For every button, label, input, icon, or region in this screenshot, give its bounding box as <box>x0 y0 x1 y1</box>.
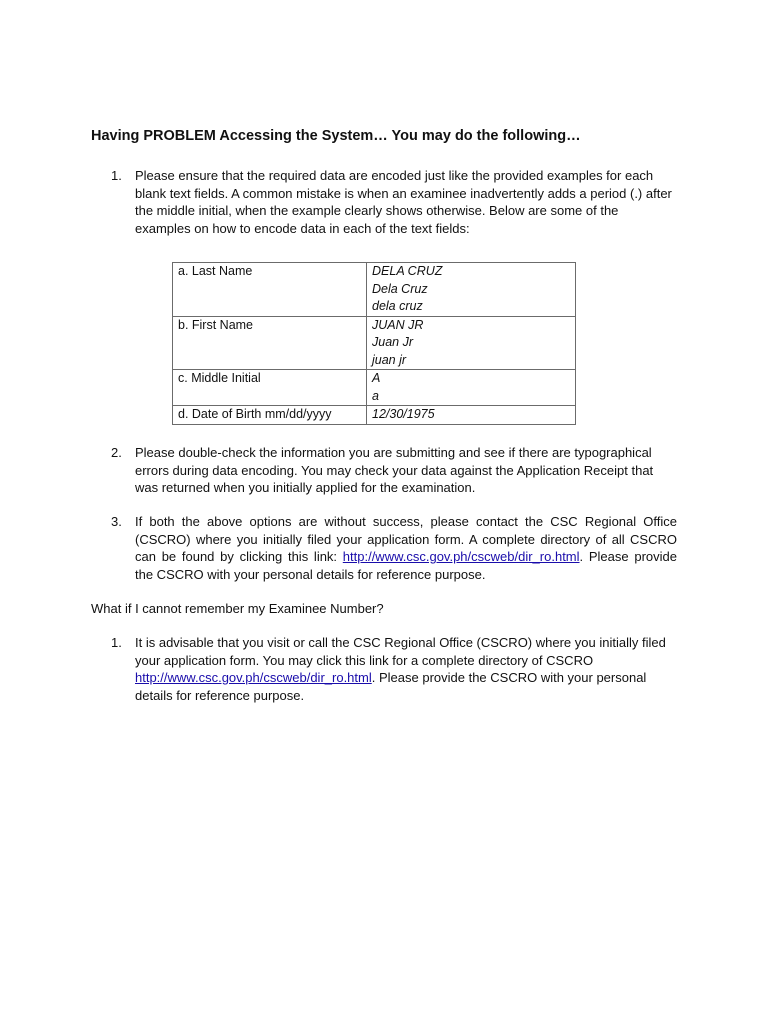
list-item <box>91 513 681 583</box>
directory-link[interactable]: http://www.csc.gov.ph/cscweb/dir_ro.html <box>135 670 372 686</box>
directory-link[interactable]: http://www.csc.gov.ph/cscweb/dir_ro.html <box>342 549 580 565</box>
list-item-text: Please double-check the information you are submitting and see if there are typographical errors during data encoding. You may check your data against the Application Receipt that was returned when you initially applied for the examination. <box>135 445 654 496</box>
list-item <box>91 444 681 497</box>
list-item-text <box>135 513 677 583</box>
example-value: JUAN JR <box>372 317 424 332</box>
list-item-text: Please ensure that the required data are encoded just like the provided examples for each blank text fields. A common mistake is when an examinee inadvertently adds a period (.) after the middle initial, when the example clearly shows otherwise. Below are some of the examples on how to encode data in each of the text fields: <box>135 168 672 236</box>
question-text: What if I cannot remember my Examinee Number? <box>91 601 384 616</box>
example-value: DELA CRUZ <box>372 264 443 278</box>
list-number: 1. <box>111 635 122 650</box>
text-before-link: It is advisable that you visit or call the CSC Regional Office (CSCRO) where you initially filed your application form. You may click this link for a complete directory of CSCRO <box>135 635 666 668</box>
example-values <box>367 263 576 317</box>
example-value: dela cruz <box>372 299 423 313</box>
table-row <box>173 316 576 370</box>
field-label: d. Date of Birth mm/dd/yyyy <box>173 406 367 425</box>
example-value: Dela Cruz <box>372 281 428 296</box>
field-label: a. Last Name <box>173 263 367 317</box>
list-item-text <box>135 634 677 704</box>
example-value: a <box>372 388 379 403</box>
list-number: 3. <box>111 514 122 529</box>
text-after-link: . Please provide the CSCRO with your personal details for reference purpose. <box>135 549 677 582</box>
list-number: 2. <box>111 445 122 460</box>
field-label: c. Middle Initial <box>173 370 367 406</box>
example-value: juan jr <box>372 352 407 367</box>
example-value: 12/30/1975 <box>372 407 435 421</box>
document-title: Having PROBLEM Accessing the System… You may do the following… <box>91 128 581 144</box>
examples-table <box>172 262 576 425</box>
list-item <box>91 634 681 704</box>
table-row <box>173 406 576 425</box>
example-values <box>367 370 576 406</box>
example-value: Juan Jr <box>372 335 413 349</box>
list-item <box>91 167 681 237</box>
list-number: 1. <box>111 168 122 183</box>
example-values <box>367 406 576 425</box>
table-row <box>173 370 576 406</box>
example-value: A <box>372 371 381 385</box>
field-label: b. First Name <box>173 316 367 370</box>
text-after-link: . Please provide the CSCRO with your personal details for reference purpose. <box>135 670 647 703</box>
table-row <box>173 263 576 317</box>
example-values <box>367 316 576 370</box>
text-before-link: If both the above options are without success, please contact the CSC Regional Office (CSCRO) where you initially filed your application form. A complete directory of all CSCRO can be found by clicking this link: <box>135 514 677 565</box>
